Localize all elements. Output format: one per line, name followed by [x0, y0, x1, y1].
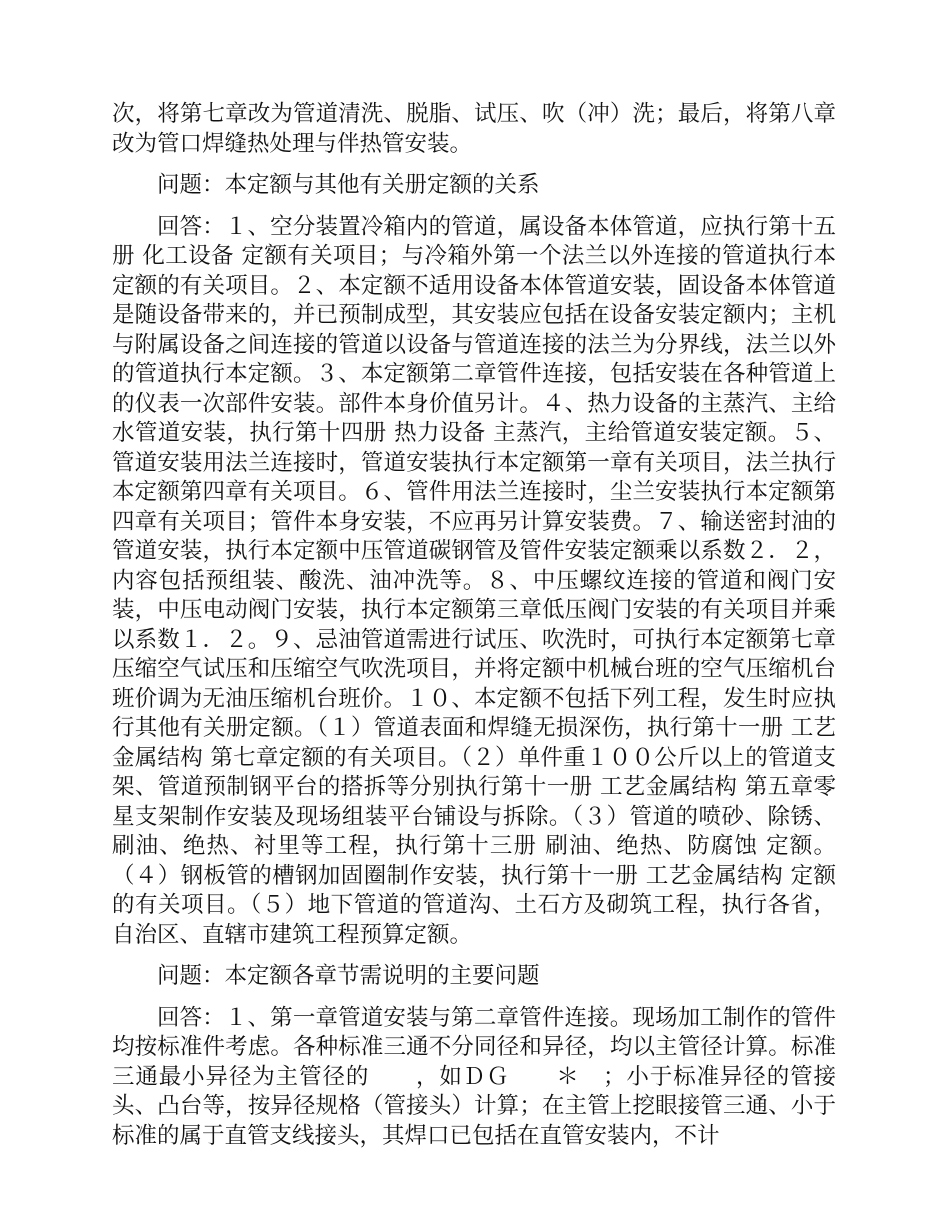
document-page [112, 100, 836, 1151]
question-heading-relations: 问题：本定额与其他有关册定额的关系 [157, 172, 540, 198]
paragraph-continuation: 次，将第七章改为管道清洗、脱脂、试压、吹（冲）洗；最后，将第八章改为管口焊缝热处理与伴热管安装。 [112, 101, 836, 157]
answer-chapters: 回答：１、第一章管道安装与第二章管件连接。现场加工制作的管件均按标准件考虑。各种标准三通不分同径和异径，均以主管径计算。标准三通最小异径为主管径的 ，如ＤＧ ＊ ；小于标准异径的管接头、凸台等，按异径规格（管接头）计算；在主管上挖眼接管三通、小于标准的属于直管支线接头，其焊口已包括在直管安装内，不计 [112, 1004, 836, 1149]
answer-relations: 回答：１、空分装置冷箱内的管道，属设备本体管道，应执行第十五册 化工设备 定额有关项目；与冷箱外第一个法兰以外连接的管道执行本定额的有关项目。２、本定额不适用设备本体管道安装，固设备本体管道是随设备带来的，并已预制成型，其安装应包括在设备安装定额内；主机与附属设备之间连接的管道以设备与管道连接的法兰为分界线，法兰以外的管道执行本定额。３、本定额第二章管件连接，包括安装在各种管道上的仪表一次部件安装。部件本身价值另计。４、热力设备的主蒸汽、主给水管道安装，执行第十四册 热力设备 主蒸汽，主给管道安装定额。５、管道安装用法兰连接时，管道安装执行本定额第一章有关项目，法兰执行本定额第四章有关项目。６、管件用法兰连接时，尘兰安装执行本定额第四章有关项目；管件本身安装，不应再另计算安装费。７、输送密封油的管道安装，执行本定额中压管道碳钢管及管件安装定额乘以系数２．２，内容包括预组装、酸洗、油冲洗等。８、中压螺纹连接的管道和阀门安装，中压电动阀门安装，执行本定额第三章低压阀门安装的有关项目并乘以系数１．２。９、忌油管道需进行试压、吹洗时，可执行本定额第七章压缩空气试压和压缩空气吹洗项目，并将定额中机械台班的空气压缩机台班价调为无油压缩机台班价。１０、本定额不包括下列工程，发生时应执行其他有关册定额。（１）管道表面和焊缝无损深伤，执行第十一册 工艺金属结构 第七章定额的有关项目。（２）单件重１００公斤以上的管道支架、管道预制钢平台的搭拆等分别执行第十一册 工艺金属结构 第五章零星支架制作安装及现场组装平台铺设与拆除。（３）管道的喷砂、除锈、刷油、绝热、衬里等工程，执行第十三册 刷油、绝热、防腐蚀 定额。（４）钢板管的槽钢加固圈制作安装，执行第十一册 工艺金属结构 定额的有关项目。（５）地下管道的管道沟、土石方及砌筑工程，执行各省，自治区、直辖市建筑工程预算定额。 [112, 213, 836, 948]
question-heading-chapters: 问题：本定额各章节需说明的主要问题 [157, 963, 540, 989]
